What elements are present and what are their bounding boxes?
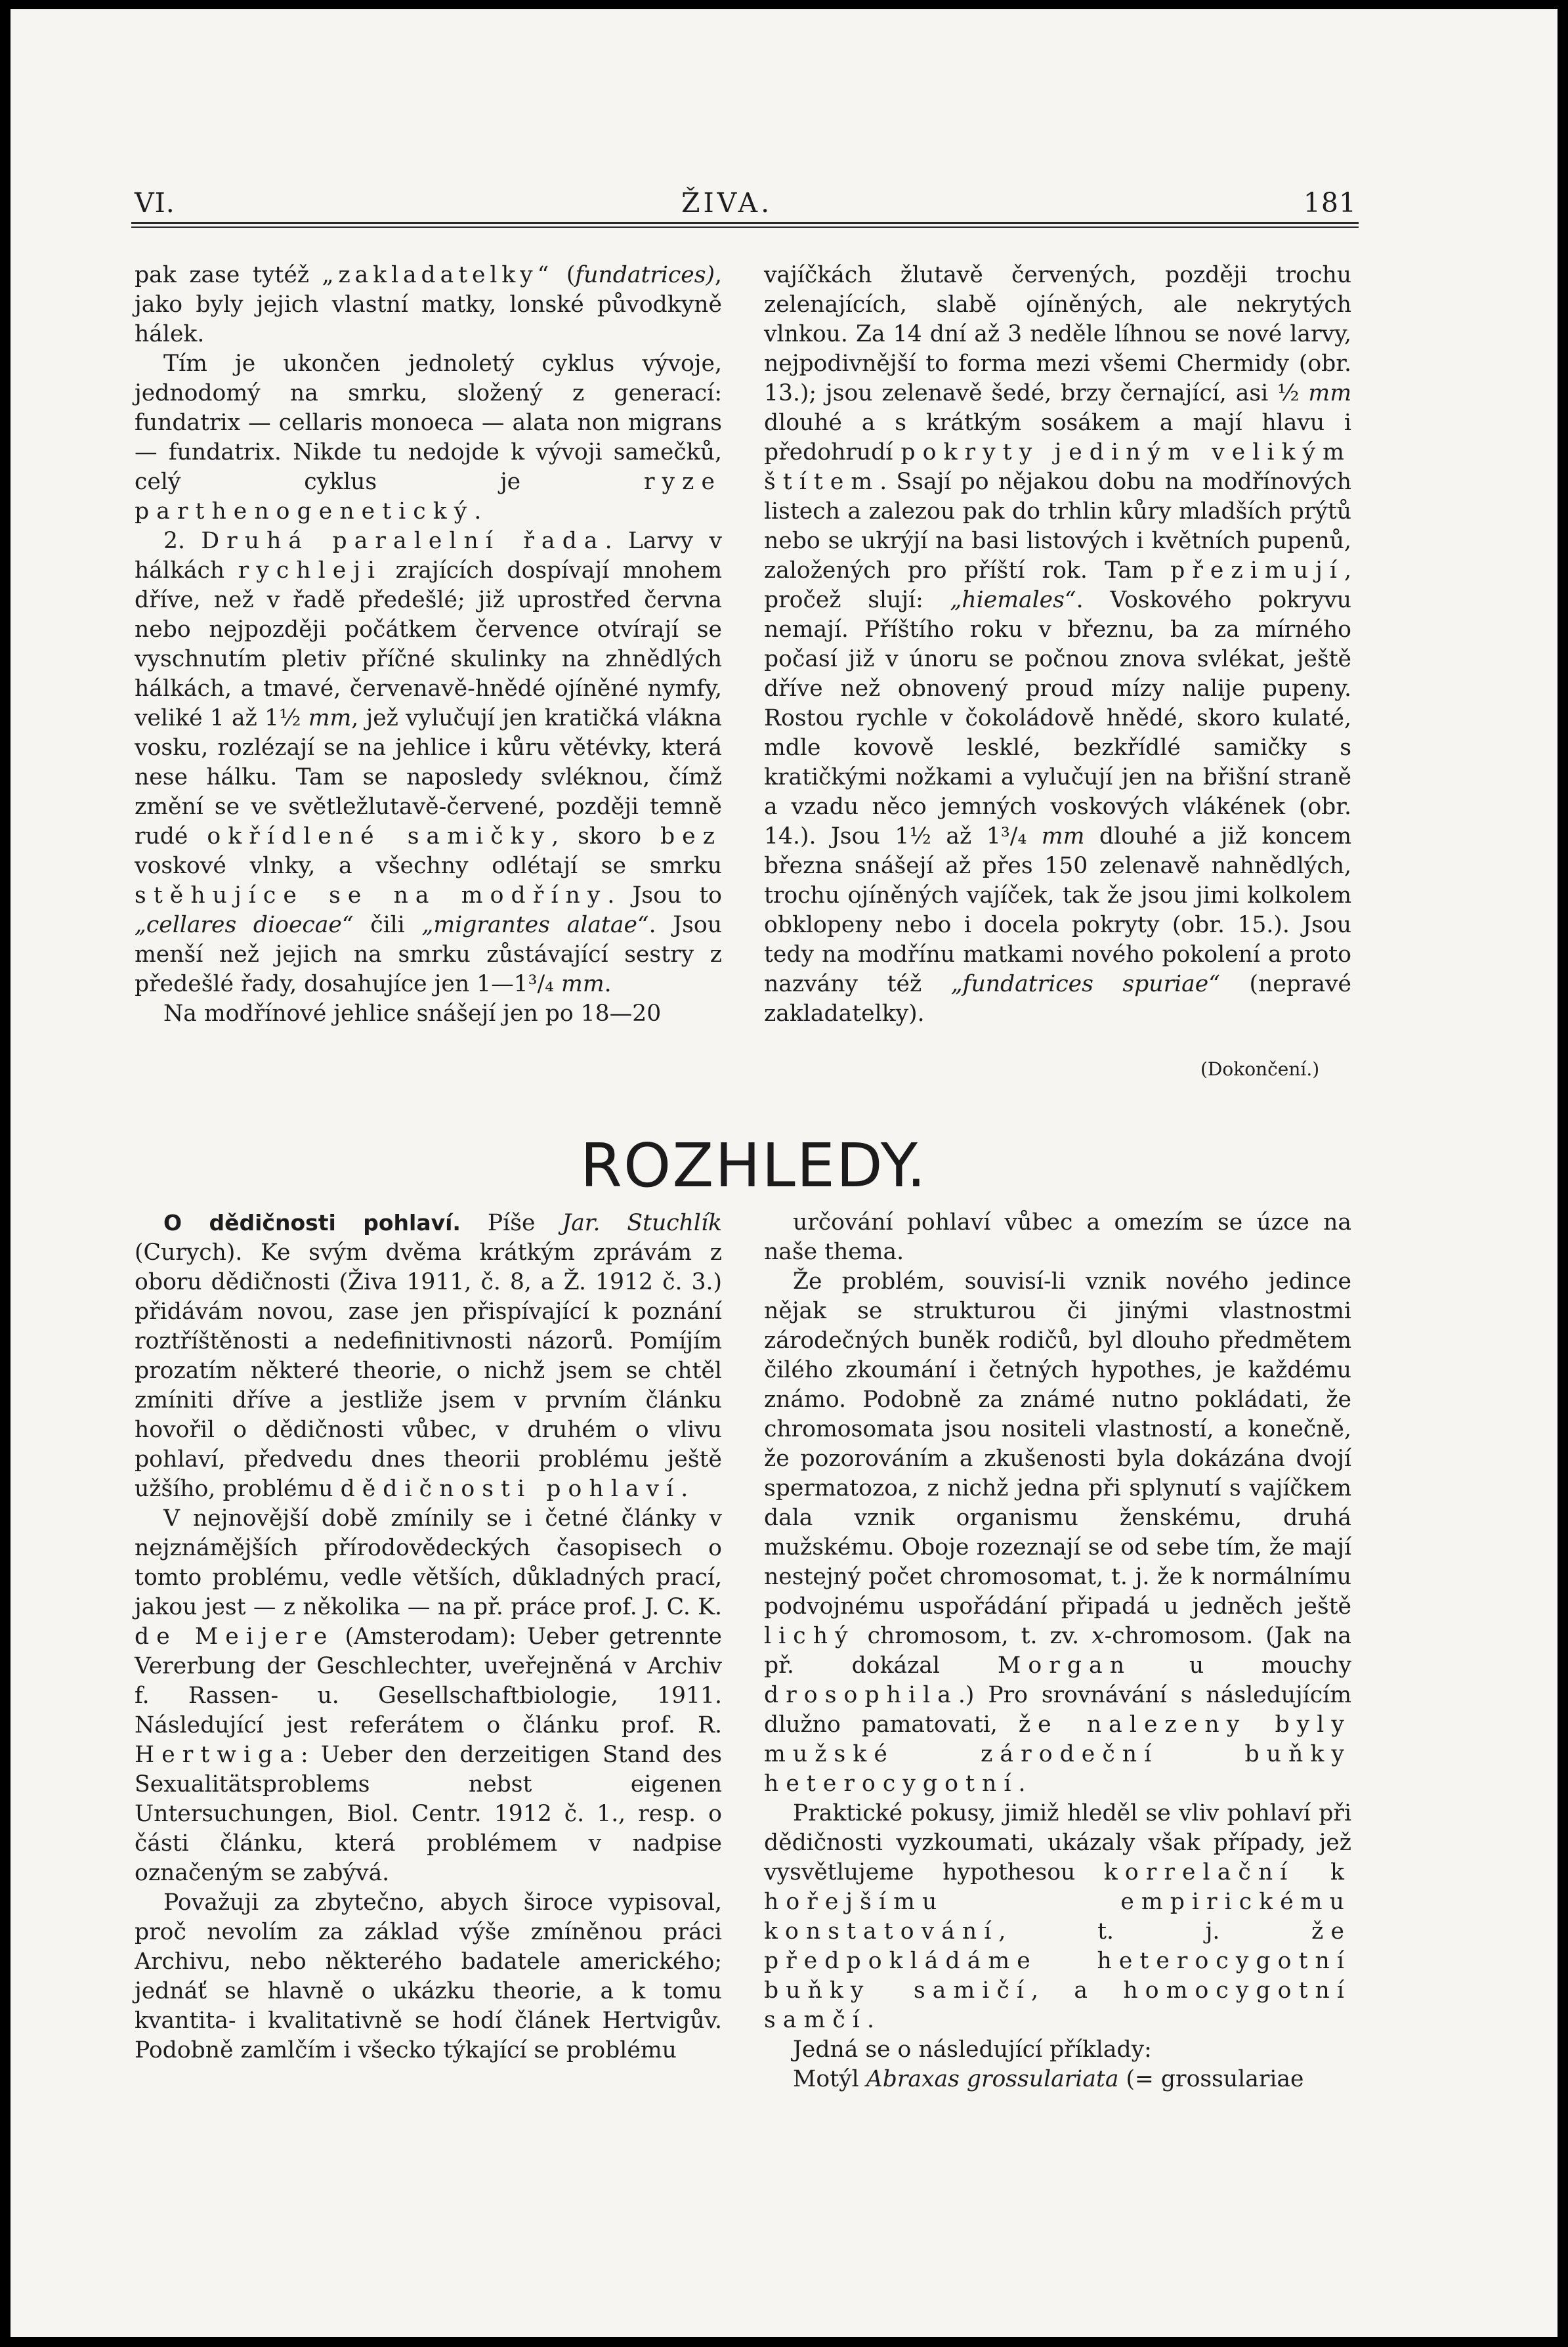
text-run: . Ssají po nějakou dobu na modřínových listech a zalezou pak do trhlin kůry mladších prýtů nebo se ukrýjí na basi listových i květních pupenů, založených pro příští rok. Tam xyxy=(764,469,1351,584)
text-run: pak zase tytéž xyxy=(135,262,322,288)
text-run: mm xyxy=(308,705,352,731)
text-run: , jako byly jejich vlastní matky, lonské původkyně hálek. xyxy=(135,262,722,347)
text-run: „hiemales“ xyxy=(950,587,1076,613)
text-run: Abraxas grossulariata xyxy=(866,2066,1119,2092)
text-run: Píše xyxy=(460,1210,562,1236)
running-header xyxy=(11,187,1557,226)
text-run: Na modřínové jehlice snášejí jen po 18—20 xyxy=(163,1001,662,1027)
text-run: Jar. Stuchlík xyxy=(562,1210,722,1236)
text-run: homocygotní samčí xyxy=(764,1977,1351,2033)
paragraph xyxy=(764,2035,1351,2065)
column-right-top xyxy=(764,261,1351,1029)
column-right-bottom xyxy=(764,1208,1351,2094)
text-run: přezimují xyxy=(1170,557,1344,584)
text-run: zrajících dospívají mnohem dříve, než v řadě předešlé; již uprostřed června nebo nejpozději počátkem července otvírají se vyschnutím pletiv příčné skulinky na zhnědlých hálkách, a tmavé, červenavě-hnědé ojíněné nymfy, veliké 1 až 1½ xyxy=(135,557,722,731)
text-run: čili xyxy=(353,912,422,938)
text-run: . Jsou menší než jejich na smrku zůstávající sestry z předešlé řady, dosahujíce jen 1—1³/₄ xyxy=(135,912,722,997)
text-run: okřídlené samičky xyxy=(207,823,552,850)
text-run: ryze parthenogenetický xyxy=(135,469,722,525)
text-run: Považuji za zbytečno, abych široce vypisoval, proč nevolím za základ výše zmíněnou práci Archivu, nebo některého badatele amerického; jednáť se hlavně o ukázku theorie, a k tomu kvantita- i kvalitativně se hodí článek Hertvigův. Podobně zamlčím i všecko týkající se problému xyxy=(135,1889,722,2063)
text-run: „cellares dioecae“ xyxy=(135,912,354,938)
text-run: Motýl xyxy=(793,2066,866,2092)
text-run: drosophila xyxy=(764,1682,958,1708)
text-run: , skoro xyxy=(551,823,660,850)
volume-number: VI. xyxy=(135,187,175,219)
header-rule-bottom xyxy=(131,226,1359,228)
paragraph xyxy=(135,349,722,527)
text-run: korrelační k hořejšímu empirickému konstatování xyxy=(764,1859,1351,1945)
text-run: Že problém, souvisí-li vznik nového jedince nějak se strukturou či jinými vlastnostmi zárodečných buněk rodičů, byl dlouho předmětem čilého zkoumání i četných hypothes, je každému známo. Podobně za známé nutno pokládati, že chromosomata jsou nositeli vlastností, a konečně, že pozorováním a zkušenosti byla dokázána dvojí spermatozoa, z nichž jedna při splynutí s vajíčkem dala vznik organismu ženskému, druhá mužskému. Oboje rozeznají se od sebe tím, že mají nestejný počet chromosomat, t. j. že k normálnímu podvojnému uspořádání připadá u jedněch ještě xyxy=(764,1268,1351,1620)
paragraph xyxy=(764,1208,1351,1267)
text-run: dědičnosti pohlaví xyxy=(340,1476,681,1502)
text-run: fundatrices) xyxy=(575,262,715,288)
paragraph xyxy=(135,1504,722,1888)
text-run: chromosom, t. zv. xyxy=(855,1623,1092,1649)
text-run: u mouchy xyxy=(1132,1652,1351,1679)
text-run: že předpokládáme heterocygotní buňky samičí xyxy=(764,1918,1351,2004)
text-run: 2. xyxy=(163,528,201,554)
text-run: „migrantes alatae“ xyxy=(421,912,649,938)
journal-page xyxy=(11,9,1557,2337)
paragraph xyxy=(764,1267,1351,1799)
text-run: že nalezeny byly mužské zárodeční buňky heterocygotní xyxy=(764,1712,1351,1797)
text-run: (Curych). Ke svým dvěma krátkým zprávám z oboru dědičnosti (Živa 1911, č. 8, a Ž. 1912 č. 3.) přidávám novou, zase jen přispívající k poznání roztříštěnosti a nedefinitivnosti názorů. Pomíjím prozatím některé theorie, o nichž jsem se chtěl zmíniti dříve a jestliže jsem v prvním článku hovořil o dědičnosti vůbec, v druhém o vlivu pohlaví, předvedu dnes theorii problému ještě užšího, problému xyxy=(135,1239,722,1502)
text-run: . xyxy=(474,498,482,525)
text-run: lichý xyxy=(764,1623,855,1649)
text-run: , a xyxy=(1031,1977,1124,2004)
text-run: pokryty jediným velikým štítem xyxy=(764,439,1351,495)
text-run: , pročež slují: xyxy=(764,557,1351,613)
text-run: , jež vylučují jen kratičká vlákna vosku, rozlézají se na jehlice i kůru větévky, která nese hálku. Tam se naposledy svléknou, čímž změní se ve světležlutavě-červené, později temně rudé xyxy=(135,705,722,850)
paragraph xyxy=(764,261,1351,1029)
paragraph xyxy=(135,1208,722,1504)
header-rule-top xyxy=(131,222,1359,224)
text-run: de Meijere xyxy=(135,1624,335,1650)
paragraph xyxy=(135,261,722,349)
text-run: ( xyxy=(553,262,576,288)
text-run: dlouhé a s krátkým sosákem a mají hlavu i předohrudí xyxy=(764,410,1351,465)
paragraph xyxy=(135,1888,722,2065)
text-run: . Jsou to xyxy=(607,882,723,909)
text-run: V nejnovější době zmínily se i četné články v nejznámějších přírodovědeckých časopisech o tomto problému, vedle větších, důkladných prací, jakou jest — z několika — na př. práce prof. J. C. K. xyxy=(135,1505,722,1620)
text-run: O dědičnosti pohlaví. xyxy=(163,1210,461,1236)
column-left-bottom xyxy=(135,1208,722,2065)
text-run: mm xyxy=(561,971,604,997)
text-run: (Amsterodam): Ueber getrennte Vererbung der Geschlechter, uveřejněná v Archiv f. Rassen- u. Gesellschaftbiologie, 1911. Následující jest referátem o článku prof. R. xyxy=(135,1624,722,1738)
text-run: „fundatrices spuriae“ xyxy=(950,971,1220,997)
column-left-top xyxy=(135,261,722,1029)
paragraph xyxy=(764,1799,1351,2035)
text-run: Hertwiga xyxy=(135,1742,301,1768)
section-title: ROZHLEDY. xyxy=(580,1130,927,1201)
continued-note: (Dokončení.) xyxy=(1200,1058,1320,1080)
text-run: (= grossulariae xyxy=(1118,2066,1304,2092)
text-run: (nepravé zakladatelky). xyxy=(764,971,1351,1027)
text-run: Morgan xyxy=(997,1652,1132,1679)
paragraph xyxy=(135,527,722,999)
text-run: . xyxy=(1018,1771,1026,1797)
text-run: „zakladatelky“ xyxy=(322,262,554,288)
text-run: -chromosom. (Jak na př. dokázal xyxy=(764,1623,1351,1679)
text-run: . xyxy=(681,1476,689,1502)
text-run: , t. j. xyxy=(998,1918,1312,1945)
text-run: určování pohlaví vůbec a omezím se úzce na naše thema. xyxy=(764,1209,1351,1265)
paragraph xyxy=(135,999,722,1029)
text-run: x xyxy=(1091,1623,1105,1649)
text-run: Druhá paralelní řada xyxy=(201,528,605,554)
paragraph xyxy=(764,2065,1351,2094)
journal-title: ŽIVA. xyxy=(681,187,773,219)
text-run: : Ueber den derzeitigen Stand des Sexualitätsproblems nebst eigenen Untersuchungen, Biol. Centr. 1912 č. 1., resp. o části článku, která problémem v nadpise označeným se zabývá. xyxy=(135,1742,722,1886)
text-run: . Larvy v hálkách xyxy=(135,528,722,584)
page-number: 181 xyxy=(1303,187,1357,219)
text-run: dlouhé a již koncem března snášejí až přes 150 zelenavě nahnědlých, trochu ojíněných vajíček, tak že jsou jimi kolkolem obklopeny nebo i docela pokryty (obr. 15.). Jsou tedy na modřínu matkami nového pokolení a proto nazvány též xyxy=(764,823,1351,997)
text-run: Jedná se o následující příklady: xyxy=(793,2036,1152,2063)
text-run: vajíčkách žlutavě červených, později trochu zelenajících, slabě ojíněných, ale nekrytých vlnkou. Za 14 dní až 3 neděle líhnou se nové larvy, nejpodivnější to forma mezi všemi Chermidy (obr. 13.); jsou zelenavě šedé, brzy černající, asi ½ xyxy=(764,262,1351,406)
text-run: mm xyxy=(1041,823,1085,850)
text-run: bez xyxy=(660,823,722,850)
text-run: . xyxy=(866,2007,874,2033)
text-run: . Voskového pokryvu nemají. Příštího roku v březnu, ba za mírného počasí již v únoru se počnou znova svlékat, ještě dříve než obnovený proud mízy nalije pupeny. Rostou rychle v čokoládově hnědé, skoro kulaté, mdle kovově lesklé, bezkřídlé samičky s kratičkými nožkami a vylučují jen na břišní straně a vzadu něco jemných voskových vlákének (obr. 14.). Jsou 1½ až 1³/₄ xyxy=(764,587,1352,850)
text-run: . xyxy=(604,971,612,997)
text-run: Tím je ukončen jednoletý cyklus vývoje, jednodomý na smrku, složený z generací: fundatrix — cellaris monoeca — alata non migrans — fundatrix. Nikde tu nedojde k vývoji samečků, celý cyklus je xyxy=(135,351,722,495)
text-run: mm xyxy=(1308,380,1351,406)
text-run: .) Pro srovnávání s následujícím dlužno pamatovati, xyxy=(764,1682,1351,1738)
text-run: stěhujíce se na modříny xyxy=(135,882,608,909)
text-run: rychleji xyxy=(238,557,383,584)
text-run: Praktické pokusy, jimiž hleděl se vliv pohlaví při dědičnosti vyzkoumati, ukázaly však případy, jež vysvětlujeme hypothesou xyxy=(764,1800,1351,1885)
text-run: voskové vlnky, a všechny odlétají se smrku xyxy=(135,853,722,879)
